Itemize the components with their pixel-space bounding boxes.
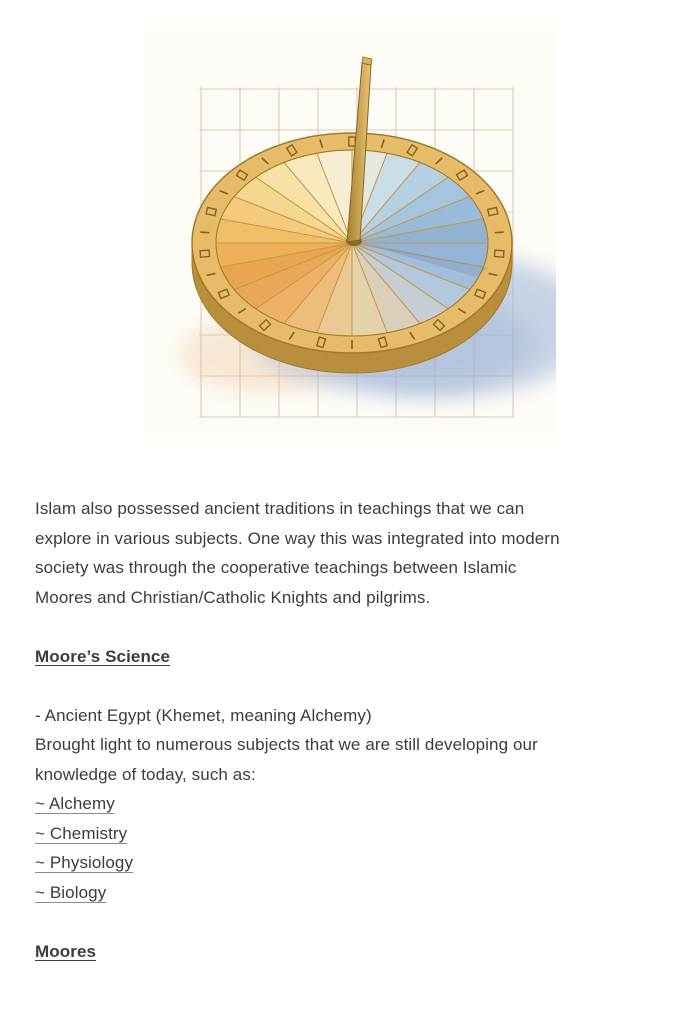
heading-text: Moore’s Science	[35, 646, 171, 666]
link-line	[35, 848, 664, 878]
text-line: explore in various subjects. One way this was integrated into modern	[35, 528, 560, 548]
text-line: Brought light to numerous subjects that we are still developing our	[35, 735, 538, 754]
heading-moores-science	[35, 642, 664, 672]
link-line	[35, 878, 664, 908]
document-body	[0, 494, 699, 966]
text-line: Moores and Christian/Catholic Knights and pilgrims.	[35, 587, 431, 607]
link-biology[interactable]: ~ Biology	[35, 882, 107, 902]
link-line	[35, 819, 664, 849]
text-line: Islam also possessed ancient traditions in teachings that we can	[35, 499, 525, 518]
heading-moores	[35, 937, 664, 967]
link-physiology[interactable]: ~ Physiology	[35, 853, 134, 872]
text-line: knowledge of today, such as:	[35, 764, 256, 784]
sundial-image[interactable]	[144, 25, 556, 437]
science-list	[35, 701, 664, 908]
egypt-line: - Ancient Egypt (Khemet, meaning Alchemy)	[35, 705, 372, 725]
link-chemistry[interactable]: ~ Chemistry	[35, 823, 128, 843]
heading-text: Moores	[35, 941, 97, 961]
sundial-illustration	[144, 25, 556, 437]
text-line: society was through the cooperative teachings between Islamic	[35, 558, 517, 577]
link-alchemy[interactable]: ~ Alchemy	[35, 794, 115, 813]
intro-paragraph	[35, 494, 664, 612]
link-line	[35, 789, 664, 819]
